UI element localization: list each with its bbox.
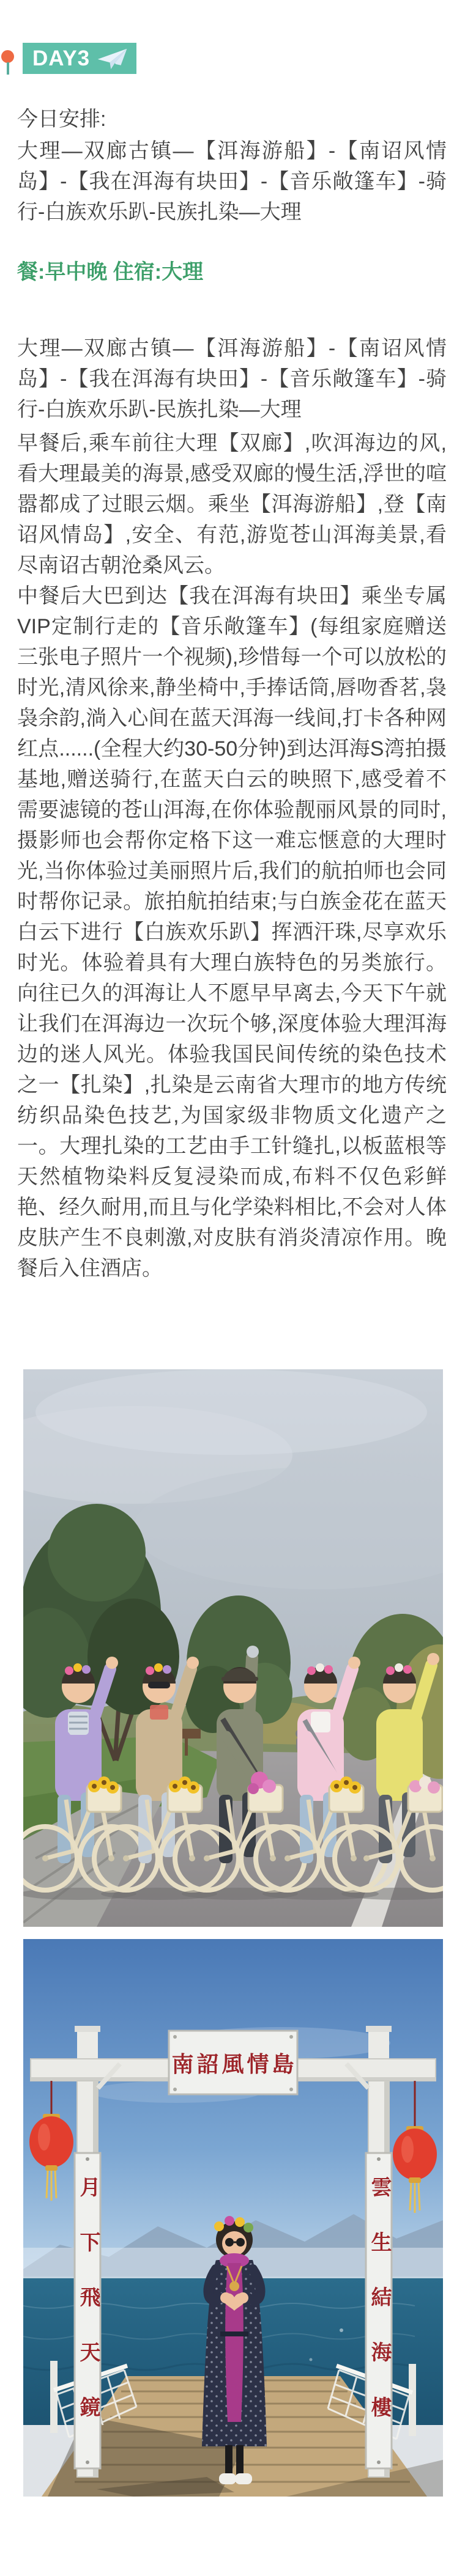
pin-head — [1, 50, 14, 63]
meals-lodging: 餐:早中晚 住宿:大理 — [17, 260, 204, 284]
day-description — [17, 428, 447, 1284]
island-gate-photo — [23, 1939, 443, 2497]
gate-left-couplet: 月下飛天鏡 — [76, 2176, 99, 2451]
cycling-photo — [23, 1369, 443, 1927]
paper-plane-icon — [96, 46, 129, 71]
day-header — [0, 43, 465, 79]
gate-sign-text: 南詔風情島 — [171, 2052, 297, 2077]
today-plan-label: 今日安排: — [17, 108, 106, 131]
description-para-1: 早餐后,乘车前往大理【双廊】,吹洱海边的风,看大理最美的海景,感受双廊的慢生活,浮世的喧嚣都成了过眼云烟。乘坐【洱海游船】,登【南诏风情岛】,安全、有范,游览苍山洱海美景,看尽南诏古朝沧桑风云。 — [17, 432, 447, 577]
day-label: DAY3 — [32, 46, 91, 70]
pin-stem — [7, 62, 9, 75]
map-pin-icon — [1, 50, 14, 75]
day-badge — [23, 43, 136, 74]
cycling-photo-illustration — [23, 1369, 443, 1927]
gate-right-couplet: 雲生結海樓 — [368, 2176, 390, 2451]
route-summary-repeat: 大理—双廊古镇—【洱海游船】-【南诏风情岛】-【我在洱海有块田】-【音乐敞篷车】-骑行-白族欢乐趴-民族扎染—大理 — [17, 337, 447, 421]
route-summary: 大理—双廊古镇—【洱海游船】-【南诏风情岛】-【我在洱海有块田】-【音乐敞篷车】-骑行-白族欢乐趴-民族扎染—大理 — [17, 139, 447, 224]
description-para-2: 中餐后大巴到达【我在洱海有块田】乘坐专属VIP定制行走的【音乐敞篷车】(每组家庭赠送三张电子照片一个视频),珍惜每一个可以放松的时光,清风徐来,静坐椅中,手捧话筒,唇吻香茗,袅袅余韵,淌入心间在蓝天洱海一线间,打卡各种网红点......(全程大约30-50分钟)到达洱海S湾拍摄基地,赠送骑行,在蓝天白云的映照下,感受着不需要滤镜的苍山洱海,在你体验靓丽风景的同时,摄影师也会帮你定格下这一难忘惬意的大理时光,当你体验过美丽照片后,我们的航拍师也会同时帮你记录。旅拍航拍结束;与白族金花在蓝天白云下进行【白族欢乐趴】挥洒汗珠,尽享欢乐时光。体验着具有大理白族特色的另类旅行。向往已久的洱海让人不愿早早离去,今天下午就让我们在洱海边一次玩个够,深度体验大理洱海边的迷人风光。体验我国民间传统的染色技术之一【扎染】,扎染是云南省大理市的地方传统纺织品染色技艺,为国家级非物质文化遗产之一。大理扎染的工艺由手工针缝扎,以板蓝根等天然植物染料反复浸染而成,布料不仅色彩鲜艳、经久耐用,而且与化学染料相比,不会对人体皮肤产生不良刺激,对皮肤有消炎清凉作用。晚餐后入住酒店。 — [17, 584, 447, 1280]
